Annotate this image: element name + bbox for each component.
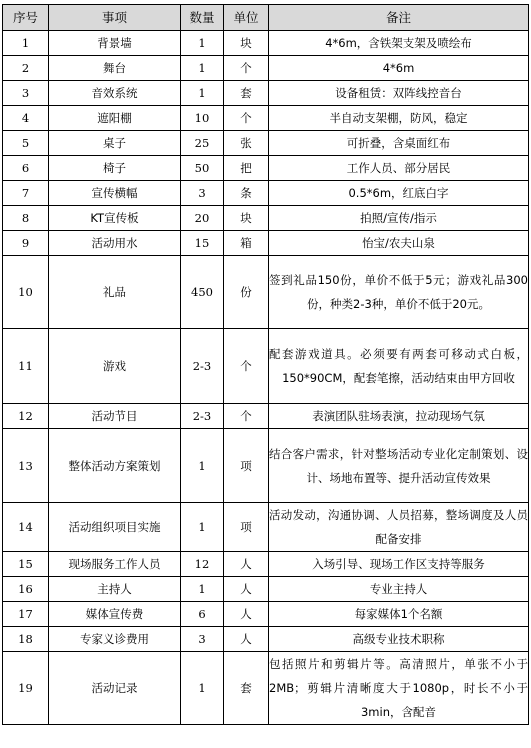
unit-cell: 人 bbox=[224, 627, 269, 652]
header-no: 序号 bbox=[3, 5, 49, 31]
row-number-cell: 3 bbox=[3, 81, 49, 106]
unit-cell: 项 bbox=[224, 429, 269, 503]
unit-cell: 人 bbox=[224, 552, 269, 577]
note-cell: 配套游戏道具。必须要有两套可移动式白板，150*90CM，配套笔擦，活动结束由甲方回收 bbox=[269, 329, 529, 404]
item-name-cell: 舞台 bbox=[49, 56, 181, 81]
note-cell: 0.5*6m，红底白字 bbox=[269, 181, 529, 206]
quantity-cell: 2-3 bbox=[181, 404, 224, 429]
quantity-cell: 1 bbox=[181, 503, 224, 552]
note-cell: 4*6m bbox=[269, 56, 529, 81]
table-row bbox=[3, 503, 529, 552]
item-name-cell: 音效系统 bbox=[49, 81, 181, 106]
note-cell: 结合客户需求，针对整场活动专业化定制策划、设计、场地布置等、提升活动宣传效果 bbox=[269, 429, 529, 503]
row-number-cell: 14 bbox=[3, 503, 49, 552]
table-row bbox=[3, 429, 529, 503]
quantity-cell: 3 bbox=[181, 181, 224, 206]
row-number-cell: 2 bbox=[3, 56, 49, 81]
table-row bbox=[3, 329, 529, 404]
unit-cell: 项 bbox=[224, 503, 269, 552]
note-cell: 表演团队驻场表演，拉动现场气氛 bbox=[269, 404, 529, 429]
unit-cell: 个 bbox=[224, 106, 269, 131]
item-name-cell: 现场服务工作人员 bbox=[49, 552, 181, 577]
row-number-cell: 18 bbox=[3, 627, 49, 652]
unit-cell: 个 bbox=[224, 56, 269, 81]
row-number-cell: 5 bbox=[3, 131, 49, 156]
item-name-cell: 游戏 bbox=[49, 329, 181, 404]
unit-cell: 块 bbox=[224, 31, 269, 56]
table-row bbox=[3, 577, 529, 602]
header-qty: 数量 bbox=[181, 5, 224, 31]
note-cell: 专业主持人 bbox=[269, 577, 529, 602]
unit-cell: 条 bbox=[224, 181, 269, 206]
note-cell: 可折叠，含桌面红布 bbox=[269, 131, 529, 156]
table-row bbox=[3, 404, 529, 429]
table-row bbox=[3, 56, 529, 81]
quantity-cell: 10 bbox=[181, 106, 224, 131]
item-name-cell: 专家义诊费用 bbox=[49, 627, 181, 652]
row-number-cell: 16 bbox=[3, 577, 49, 602]
table-row bbox=[3, 131, 529, 156]
unit-cell: 个 bbox=[224, 329, 269, 404]
unit-cell: 人 bbox=[224, 602, 269, 627]
table-row bbox=[3, 181, 529, 206]
item-name-cell: 桌子 bbox=[49, 131, 181, 156]
table-row bbox=[3, 256, 529, 329]
table-row bbox=[3, 206, 529, 231]
note-cell: 高级专业技术职称 bbox=[269, 627, 529, 652]
row-number-cell: 15 bbox=[3, 552, 49, 577]
item-name-cell: 遮阳棚 bbox=[49, 106, 181, 131]
quantity-cell: 25 bbox=[181, 131, 224, 156]
table-body bbox=[3, 31, 529, 725]
quantity-cell: 1 bbox=[181, 429, 224, 503]
note-cell: 4*6m，含铁架支架及喷绘布 bbox=[269, 31, 529, 56]
note-cell: 签到礼品150份，单价不低于5元；游戏礼品300份，种类2-3种，单价不低于20元。 bbox=[269, 256, 529, 329]
header-item: 事项 bbox=[49, 5, 181, 31]
unit-cell: 块 bbox=[224, 206, 269, 231]
note-cell: 设备租赁：双阵线控音台 bbox=[269, 81, 529, 106]
note-cell: 怡宝/农夫山泉 bbox=[269, 231, 529, 256]
row-number-cell: 8 bbox=[3, 206, 49, 231]
item-name-cell: 活动用水 bbox=[49, 231, 181, 256]
header-row bbox=[3, 5, 529, 31]
unit-cell: 箱 bbox=[224, 231, 269, 256]
note-cell: 活动发动，沟通协调、人员招募，整场调度及人员配备安排 bbox=[269, 503, 529, 552]
item-name-cell: 活动节目 bbox=[49, 404, 181, 429]
note-cell: 每家媒体1个名额 bbox=[269, 602, 529, 627]
quantity-cell: 15 bbox=[181, 231, 224, 256]
row-number-cell: 12 bbox=[3, 404, 49, 429]
row-number-cell: 19 bbox=[3, 652, 49, 725]
note-cell: 工作人员、部分居民 bbox=[269, 156, 529, 181]
unit-cell: 套 bbox=[224, 652, 269, 725]
row-number-cell: 10 bbox=[3, 256, 49, 329]
row-number-cell: 7 bbox=[3, 181, 49, 206]
table-row bbox=[3, 106, 529, 131]
table-row bbox=[3, 602, 529, 627]
quantity-cell: 450 bbox=[181, 256, 224, 329]
note-cell: 半自动支架棚，防风，稳定 bbox=[269, 106, 529, 131]
unit-cell: 人 bbox=[224, 577, 269, 602]
quantity-cell: 3 bbox=[181, 627, 224, 652]
item-name-cell: 背景墙 bbox=[49, 31, 181, 56]
unit-cell: 把 bbox=[224, 156, 269, 181]
unit-cell: 份 bbox=[224, 256, 269, 329]
quantity-cell: 6 bbox=[181, 602, 224, 627]
table-row bbox=[3, 627, 529, 652]
table-row bbox=[3, 156, 529, 181]
budget-table bbox=[2, 4, 529, 725]
item-name-cell: KT宣传板 bbox=[49, 206, 181, 231]
table-row bbox=[3, 231, 529, 256]
item-name-cell: 活动组织项目实施 bbox=[49, 503, 181, 552]
header-unit: 单位 bbox=[224, 5, 269, 31]
table-row bbox=[3, 552, 529, 577]
quantity-cell: 12 bbox=[181, 552, 224, 577]
quantity-cell: 50 bbox=[181, 156, 224, 181]
quantity-cell: 1 bbox=[181, 652, 224, 725]
unit-cell: 个 bbox=[224, 404, 269, 429]
quantity-cell: 20 bbox=[181, 206, 224, 231]
quantity-cell: 1 bbox=[181, 577, 224, 602]
item-name-cell: 主持人 bbox=[49, 577, 181, 602]
item-name-cell: 媒体宣传费 bbox=[49, 602, 181, 627]
unit-cell: 张 bbox=[224, 131, 269, 156]
unit-cell: 套 bbox=[224, 81, 269, 106]
quantity-cell: 2-3 bbox=[181, 329, 224, 404]
quantity-cell: 1 bbox=[181, 81, 224, 106]
quantity-cell: 1 bbox=[181, 31, 224, 56]
note-cell: 拍照/宣传/指示 bbox=[269, 206, 529, 231]
note-cell: 入场引导、现场工作区支持等服务 bbox=[269, 552, 529, 577]
row-number-cell: 9 bbox=[3, 231, 49, 256]
row-number-cell: 13 bbox=[3, 429, 49, 503]
note-cell: 包括照片和剪辑片等。高清照片，单张不小于2MB；剪辑片清晰度大于1080p，时长不小于3min，含配音 bbox=[269, 652, 529, 725]
quantity-cell: 1 bbox=[181, 56, 224, 81]
row-number-cell: 1 bbox=[3, 31, 49, 56]
row-number-cell: 11 bbox=[3, 329, 49, 404]
table-row bbox=[3, 652, 529, 725]
row-number-cell: 4 bbox=[3, 106, 49, 131]
header-note: 备注 bbox=[269, 5, 529, 31]
item-name-cell: 礼品 bbox=[49, 256, 181, 329]
row-number-cell: 17 bbox=[3, 602, 49, 627]
row-number-cell: 6 bbox=[3, 156, 49, 181]
item-name-cell: 整体活动方案策划 bbox=[49, 429, 181, 503]
item-name-cell: 椅子 bbox=[49, 156, 181, 181]
table-row bbox=[3, 81, 529, 106]
table-row bbox=[3, 31, 529, 56]
item-name-cell: 宣传横幅 bbox=[49, 181, 181, 206]
item-name-cell: 活动记录 bbox=[49, 652, 181, 725]
